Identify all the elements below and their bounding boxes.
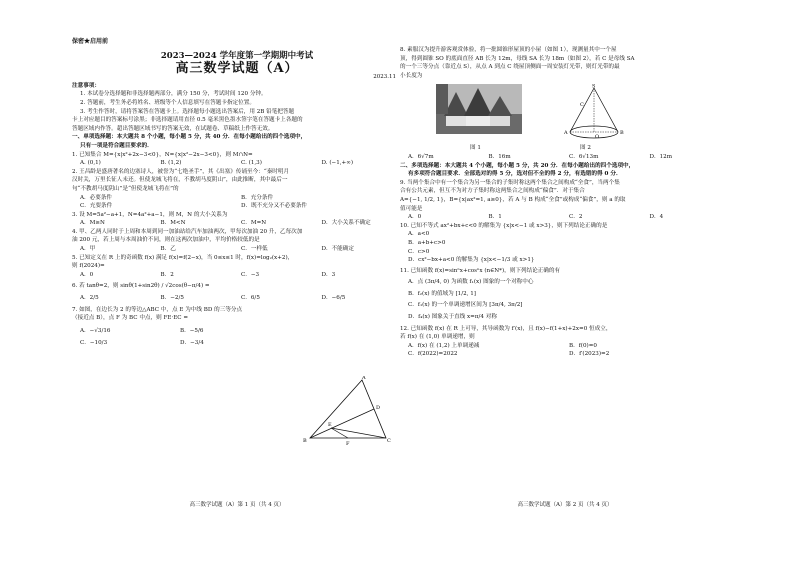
option: C．充要条件 <box>80 203 113 210</box>
question-options <box>400 153 730 162</box>
option: B．f(0)=0 <box>569 342 597 349</box>
option: C．6/5 <box>241 295 260 302</box>
option: B．2 <box>160 271 174 278</box>
question-stem: 句“不教胡马度阴山”是“但使龙城飞将在”的 <box>72 185 179 192</box>
svg-text:B: B <box>619 130 624 137</box>
option: A. (0,1) <box>80 160 101 167</box>
svg-text:E: E <box>328 422 332 428</box>
question-options <box>400 350 730 359</box>
question-options <box>72 339 280 348</box>
question-stem: 8. 素服汉为提升游客观赏体验，将一批圆锥形屋顶的小屋（如图 1），现测量其中一个屋 <box>400 47 617 53</box>
question-options <box>72 219 402 228</box>
svg-text:S: S <box>591 84 596 90</box>
page-title: 高三数学试题（A） <box>175 60 299 76</box>
question-options <box>72 327 280 336</box>
page-1 <box>72 38 402 510</box>
option: A．a<0 <box>408 231 430 238</box>
figure-captions <box>400 144 730 153</box>
page-2 <box>400 38 730 510</box>
notes-line: 1. 本试卷分选择题和非选择题两部分，满分 150 分，考试时间 120 分钟。 <box>80 91 267 98</box>
option: C．c>0 <box>408 248 430 255</box>
section-heading: 一、单项选择题：本大题共 8 个小题，每小题 5 分，共 40 分．在每小题给出的四个选项中， <box>72 134 307 141</box>
question-options <box>72 245 402 254</box>
option: B．M<N <box>160 220 186 227</box>
option: D．不能确定 <box>321 246 354 253</box>
question-options <box>72 159 402 168</box>
question-stem: 顶，得到圆锥 SO 的底面直径 AB 长为 12m，母线 SA 长为 18m（如图 2），若 C 是母线 SA <box>400 55 635 62</box>
exam-date: 2023.11 <box>373 74 396 81</box>
option: B．充分条件 <box>241 194 274 201</box>
page-footer: 高三数学试题（A）第 2 页（共 4 页） <box>517 502 613 509</box>
section-heading: 有多项符合题目要求．全部选对的得 5 分，选对但不全的得 2 分，有选错的得 0 分． <box>408 171 622 178</box>
question-stem: 9. 当两个集合中有一个集合为另一集合的子集时称这两个集合之间构成“全食”，当两个集 <box>400 179 620 186</box>
option: C．一样低 <box>241 246 268 253</box>
question-stem: 的一个三等分点（靠近点 S），从点 A 到点 C 绕屋顶侧面一周安装灯光带，则灯光带的最 <box>400 64 620 71</box>
secret-label: 保密★启用前 <box>72 38 109 45</box>
question-stem: （接近点 B），点 F 为 BC 中点，则 FE·EC = <box>72 315 189 322</box>
option: B．1 <box>488 214 502 221</box>
figure-caption: 图 2 <box>580 145 591 152</box>
option: A．0 <box>408 214 422 221</box>
option: D．f₄(x) 图象关于直线 x=π/4 对称 <box>408 314 497 321</box>
option: D．4 <box>649 214 664 221</box>
question-stem: 值可能是 <box>400 205 423 212</box>
option: B．乙 <box>160 246 176 253</box>
section-heading: 二、多项选择题：本大题共 4 个小题，每小题 5 分，共 20 分．在每小题给出的四个选项中， <box>400 162 635 169</box>
question-options <box>400 342 730 351</box>
option: A．甲 <box>80 246 96 253</box>
question-stem: 7. 如图，在边长为 2 的等边△ABC 中，点 E 为中线 BD 的三等分点 <box>72 306 243 313</box>
svg-text:C: C <box>579 102 584 109</box>
option: D．12m <box>649 153 673 160</box>
option: B．−2/5 <box>160 295 184 302</box>
svg-text:A: A <box>563 130 568 137</box>
question-stem: 则 f(2024)= <box>72 263 105 270</box>
option: C．−10/3 <box>80 340 108 347</box>
house-photo <box>436 84 522 134</box>
option: A．M≥N <box>80 220 105 227</box>
notes-line: 答题区域内作答。超出答题区域书写的答案无效，在试题卷、草稿纸上作答无效。 <box>72 125 274 132</box>
option: C．6√13m <box>569 153 599 160</box>
question-stem: 若 f(x) 在 (1,0) 单调递增，则 <box>400 334 475 341</box>
option: C．f₁(x) 的一个单调递增区间为 [3π/4, 3π/2] <box>408 302 523 309</box>
option: D．既不充分又不必要条件 <box>241 203 308 210</box>
option: C．2 <box>569 214 583 221</box>
figure-row <box>400 84 730 144</box>
option: C．M=N <box>241 220 267 227</box>
option: D. (−1,+∞) <box>321 160 354 167</box>
option: C．−3 <box>241 271 260 278</box>
option: A．2/5 <box>80 295 99 302</box>
question-stem: 4. 甲、乙两人同时于上周和本周到同一加油站给汽车加油两次，甲每次加油 20 升，乙每次加 <box>72 228 303 235</box>
page-footer: 高三数学试题（A）第 1 页（共 4 页） <box>189 502 285 509</box>
option: B．16m <box>488 153 511 160</box>
notes-line: 3. 考生作答时，请将答案答在答题卡上。选择题每小题选出答案后，用 2B 铅笔把答题 <box>80 108 295 115</box>
option: A．必要条件 <box>80 194 113 201</box>
question-options <box>400 213 730 222</box>
notes-line: 卡上对应题目的答案标号涂黑；非选择题请用直径 0.5 毫米黑色墨水签字笔在答题卡上各题的 <box>72 117 303 124</box>
question-stem: 5. 已知定义在 R 上的奇函数 f(x) 满足 f(x)=f(2−x)，当 0≤x≤1 时，f(x)=log₂(x+2)， <box>72 254 294 261</box>
triangle-figure <box>302 376 392 446</box>
svg-text:O: O <box>594 134 599 141</box>
notes-line: 2. 答题前，考生务必将姓名、班级等个人信息填写在答题卡指定位置。 <box>80 99 255 106</box>
option: A．−√3/16 <box>80 327 111 334</box>
option: B．−5/6 <box>180 327 204 334</box>
option: B．f₂(x) 的值域为 [1/2, 1] <box>408 290 476 297</box>
question-stem: 汉时关，万里长征人未还。但使龙城飞将在，不教胡马度阴山”，由此推断，其中最后一 <box>72 177 288 184</box>
question-stem: 1. 已知集合 M={x|x²+2x−3<0}，N={x|x²−2x−3<0}，则 M∩N= <box>72 151 253 158</box>
exam-heading: 2023—2024 学年度第一学期期中考试 <box>160 51 314 61</box>
svg-text:B: B <box>303 438 307 444</box>
question-stem: 2. 王昌龄是盛唐著名的边塞诗人，被誉为“七绝圣手”，其《出塞》传诵至今：“秦时明月 <box>72 168 290 175</box>
question-options <box>72 271 402 280</box>
figure-caption: 图 1 <box>470 145 481 152</box>
option: D．3 <box>321 271 336 278</box>
svg-text:F: F <box>346 441 350 446</box>
option: D．f′(2023)=2 <box>569 351 610 358</box>
svg-text:D: D <box>376 405 381 411</box>
svg-text:C: C <box>387 438 391 444</box>
question-stem: 油 200 元，若上周与本周油价不同，则在这两次加油中，平均价格较低的是 <box>72 237 260 244</box>
option: B. (1,2) <box>160 160 182 167</box>
question-stem: 10. 已知不等式 ax²+bx+c<0 的解集为 {x|x<−1 或 x>3}，则下列结论正确的是 <box>400 222 608 229</box>
question-stem: A={−1, 1/2, 1}，B={x|ax²=1, a≥0}，若 A 与 B 构成“全食”或构成“偏食”，则 a 的取 <box>400 196 626 203</box>
question-stem: 11. 已知函数 f(x)=sinⁿx+cosⁿx (n∈N*)，则下列结论正确的有 <box>400 267 561 274</box>
section-heading: 只有一项是符合题目要求的． <box>80 142 153 149</box>
option: D．−6/5 <box>321 295 346 302</box>
question-stem: 12. 已知函数 f(x) 在 R 上可导，其导函数为 f′(x)，且 f(x)−f(1+x)+2x=0 恒成立， <box>400 325 612 332</box>
option: C．f(2022)=2022 <box>408 351 458 358</box>
question-options <box>72 294 402 303</box>
option: C. (1,3) <box>241 160 262 167</box>
svg-text:A: A <box>362 376 366 381</box>
question-stem: 6. 若 tanθ=2，则 sinθ(1+sin2θ) / √2cos(θ−π/4) = <box>72 283 210 290</box>
option: D．−3/4 <box>180 340 204 347</box>
question-stem: 小长度为 <box>400 72 423 79</box>
option: D．大小关系不确定 <box>321 220 371 227</box>
question-options <box>72 194 402 203</box>
option: A．点 (3π/4, 0) 为函数 f₁(x) 图象的一个对称中心 <box>408 279 534 286</box>
question-stem: 合有公共元素，但互不为对方子集时称这两集合之间构成“偏食”．对于集合 <box>400 188 585 195</box>
option: D．cx²−bx+a<0 的解集为 {x|x<−1/3 或 x>1} <box>408 257 535 264</box>
option: B．a+b+c>0 <box>408 239 446 246</box>
question-options <box>72 202 402 211</box>
option: A．f(x) 在 (1,2) 上单调递减 <box>408 342 480 349</box>
question-stem: 3. 设 M=5a²−a+1，N=4a²+a−1，则 M，N 的大小关系为 <box>72 211 228 218</box>
cone-figure <box>564 84 624 142</box>
option: A．0 <box>80 271 94 278</box>
option: A．6√7m <box>408 153 434 160</box>
notes-heading: 注意事项： <box>72 82 100 89</box>
